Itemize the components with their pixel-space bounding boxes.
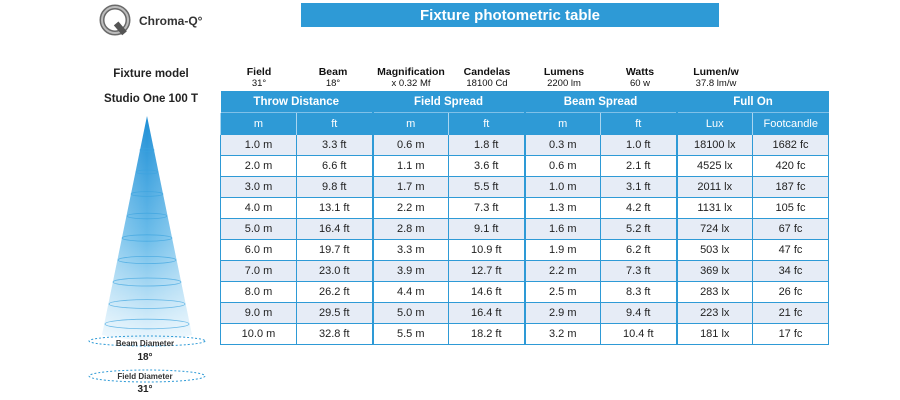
unit-header: m xyxy=(221,113,297,135)
spec-value: 60 w xyxy=(629,78,651,89)
photometric-table xyxy=(220,91,829,345)
table-cell: 17 fc xyxy=(753,324,829,345)
table-cell: 16.4 ft xyxy=(449,303,525,324)
table-cell: 1.6 m xyxy=(525,219,601,240)
table-cell: 5.5 m xyxy=(373,324,449,345)
table-cell: 369 lx xyxy=(677,261,753,282)
table-cell: 29.5 ft xyxy=(297,303,373,324)
spec-name: Watts xyxy=(625,66,655,78)
table-cell: 1.7 m xyxy=(373,177,449,198)
table-cell: 12.7 ft xyxy=(449,261,525,282)
table-cell: 9.0 m xyxy=(221,303,297,324)
table-row xyxy=(221,303,829,324)
table-cell: 67 fc xyxy=(753,219,829,240)
table-cell: 9.1 ft xyxy=(449,219,525,240)
table-cell: 8.3 ft xyxy=(601,282,677,303)
table-cell: 420 fc xyxy=(753,156,829,177)
spec-candelas xyxy=(455,67,519,89)
spec-value: 18100 Cd xyxy=(466,78,508,89)
table-cell: 26.2 ft xyxy=(297,282,373,303)
table-cell: 32.8 ft xyxy=(297,324,373,345)
group-header-beam: Beam Spread xyxy=(525,91,677,113)
table-cell: 1131 lx xyxy=(677,198,753,219)
table-row xyxy=(221,177,829,198)
table-cell: 5.2 ft xyxy=(601,219,677,240)
field-diameter-value: 31° xyxy=(137,384,153,395)
table-cell: 4.4 m xyxy=(373,282,449,303)
unit-header: ft xyxy=(601,113,677,135)
beam-diameter-value: 18° xyxy=(137,352,153,363)
table-row xyxy=(221,198,829,219)
spec-magnification xyxy=(371,67,451,89)
table-cell: 2.1 ft xyxy=(601,156,677,177)
table-cell: 2.2 m xyxy=(525,261,601,282)
table-cell: 105 fc xyxy=(753,198,829,219)
table-body xyxy=(221,135,829,345)
table-cell: 3.3 ft xyxy=(297,135,373,156)
spec-beam xyxy=(306,67,360,89)
table-cell: 3.6 ft xyxy=(449,156,525,177)
table-cell: 4.2 ft xyxy=(601,198,677,219)
table-cell: 2.8 m xyxy=(373,219,449,240)
table-cell: 23.0 ft xyxy=(297,261,373,282)
table-cell: 1.9 m xyxy=(525,240,601,261)
unit-header: m xyxy=(373,113,449,135)
page-title: Fixture photometric table xyxy=(301,3,719,27)
group-header-field: Field Spread xyxy=(373,91,525,113)
table-cell: 2.9 m xyxy=(525,303,601,324)
table-group-header xyxy=(221,91,829,113)
beam-diameter-label: Beam Diameter xyxy=(115,339,175,348)
table-row xyxy=(221,219,829,240)
spec-lumen-per-watt xyxy=(686,67,746,89)
table-row xyxy=(221,135,829,156)
table-cell: 7.3 ft xyxy=(449,198,525,219)
table-cell: 2.0 m xyxy=(221,156,297,177)
spec-value: 37.8 lm/w xyxy=(695,78,737,89)
table-row xyxy=(221,261,829,282)
table-cell: 9.8 ft xyxy=(297,177,373,198)
table-cell: 1.1 m xyxy=(373,156,449,177)
table-cell: 0.3 m xyxy=(525,135,601,156)
table-cell: 1.0 m xyxy=(221,135,297,156)
table-cell: 503 lx xyxy=(677,240,753,261)
table-cell: 1.8 ft xyxy=(449,135,525,156)
fixture-model-name: Studio One 100 T xyxy=(104,93,198,105)
table-cell: 0.6 m xyxy=(525,156,601,177)
table-row xyxy=(221,324,829,345)
table-cell: 18.2 ft xyxy=(449,324,525,345)
spec-value: 31° xyxy=(251,78,267,89)
table-cell: 1.0 m xyxy=(525,177,601,198)
field-diameter-label: Field Diameter xyxy=(117,372,173,381)
table-cell: 181 lx xyxy=(677,324,753,345)
spec-field xyxy=(232,67,286,89)
unit-header: Footcandle xyxy=(753,113,829,135)
table-cell: 18100 lx xyxy=(677,135,753,156)
fixture-model-label: Fixture model xyxy=(113,68,189,80)
table-cell: 5.0 m xyxy=(373,303,449,324)
table-cell: 7.3 ft xyxy=(601,261,677,282)
group-header-throw: Throw Distance xyxy=(221,91,373,113)
table-cell: 2011 lx xyxy=(677,177,753,198)
group-header-full-on: Full On xyxy=(677,91,829,113)
table-row xyxy=(221,240,829,261)
table-cell: 4525 lx xyxy=(677,156,753,177)
table-cell: 13.1 ft xyxy=(297,198,373,219)
table-cell: 223 lx xyxy=(677,303,753,324)
table-cell: 187 fc xyxy=(753,177,829,198)
table-cell: 4.0 m xyxy=(221,198,297,219)
table-cell: 0.6 m xyxy=(373,135,449,156)
table-cell: 6.6 ft xyxy=(297,156,373,177)
table-cell: 7.0 m xyxy=(221,261,297,282)
table-cell: 724 lx xyxy=(677,219,753,240)
unit-header: m xyxy=(525,113,601,135)
spec-value: 2200 lm xyxy=(547,78,581,89)
table-cell: 26 fc xyxy=(753,282,829,303)
table-cell: 2.5 m xyxy=(525,282,601,303)
table-cell: 34 fc xyxy=(753,261,829,282)
table-cell: 283 lx xyxy=(677,282,753,303)
table-cell: 1.0 ft xyxy=(601,135,677,156)
spec-watts xyxy=(615,67,665,89)
spec-name: Field xyxy=(246,66,272,78)
table-cell: 3.1 ft xyxy=(601,177,677,198)
spec-name: Magnification xyxy=(377,66,445,78)
table-cell: 47 fc xyxy=(753,240,829,261)
table-cell: 5.0 m xyxy=(221,219,297,240)
spec-value: 18° xyxy=(325,78,341,89)
table-cell: 21 fc xyxy=(753,303,829,324)
unit-header: Lux xyxy=(677,113,753,135)
table-cell: 1.3 m xyxy=(525,198,601,219)
spec-name: Lumens xyxy=(543,66,585,78)
table-row xyxy=(221,156,829,177)
spec-value: x 0.32 Mf xyxy=(391,78,431,89)
table-cell: 6.2 ft xyxy=(601,240,677,261)
table-cell: 3.9 m xyxy=(373,261,449,282)
table-cell: 10.0 m xyxy=(221,324,297,345)
table-cell: 3.0 m xyxy=(221,177,297,198)
unit-header: ft xyxy=(297,113,373,135)
spec-name: Candelas xyxy=(463,66,511,78)
spec-name: Beam xyxy=(318,66,348,78)
table-cell: 3.2 m xyxy=(525,324,601,345)
table-cell: 6.0 m xyxy=(221,240,297,261)
table-cell: 2.2 m xyxy=(373,198,449,219)
table-cell: 8.0 m xyxy=(221,282,297,303)
table-cell: 3.3 m xyxy=(373,240,449,261)
spec-lumens xyxy=(534,67,594,89)
table-cell: 16.4 ft xyxy=(297,219,373,240)
table-cell: 5.5 ft xyxy=(449,177,525,198)
table-cell: 14.6 ft xyxy=(449,282,525,303)
table-cell: 10.4 ft xyxy=(601,324,677,345)
table-unit-header xyxy=(221,113,829,135)
spec-name: Lumen/w xyxy=(693,66,739,78)
table-row xyxy=(221,282,829,303)
unit-header: ft xyxy=(449,113,525,135)
table-cell: 9.4 ft xyxy=(601,303,677,324)
table-cell: 10.9 ft xyxy=(449,240,525,261)
brand-logo-text: Chroma-Q° xyxy=(139,14,203,28)
table-cell: 1682 fc xyxy=(753,135,829,156)
table-cell: 19.7 ft xyxy=(297,240,373,261)
